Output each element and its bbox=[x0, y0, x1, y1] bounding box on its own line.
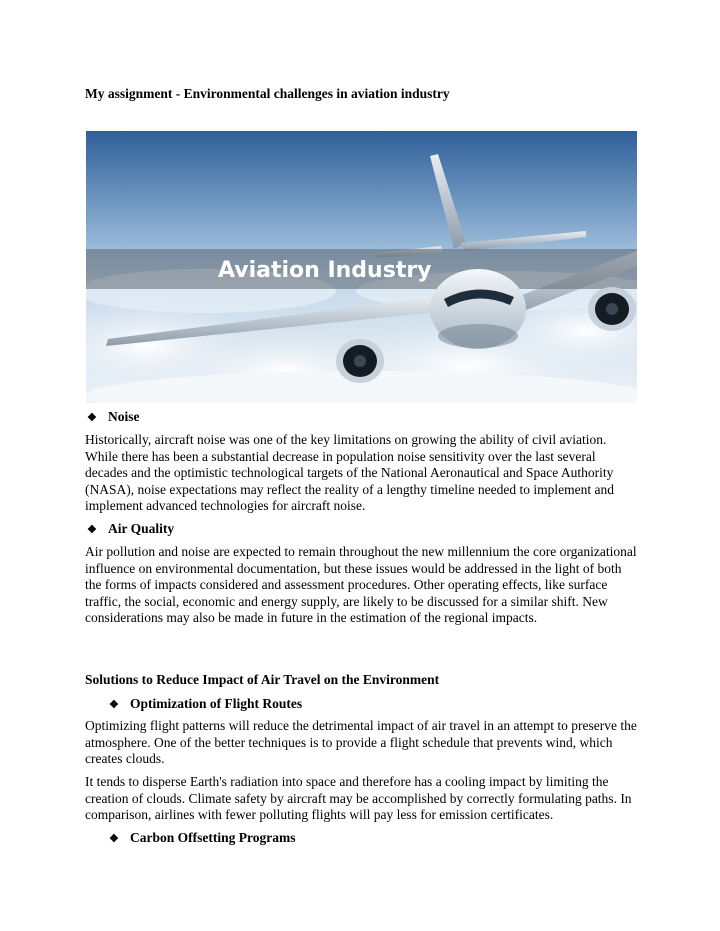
optimization-paragraph-2: It tends to disperse Earth's radiation into space and therefore has a cooling impact by limiting the creation of clouds. Climate safety by aircraft may be accomplished by correctly formulating paths. In comparison, airlines with fewer polluting flights will pay less for emission certificates. bbox=[85, 774, 632, 822]
carbon-heading bbox=[109, 830, 295, 846]
air-quality-heading bbox=[87, 521, 174, 537]
noise-paragraph: Historically, aircraft noise was one of the key limitations on growing the ability of civil aviation. While there has been a substantial decrease in population noise sensitivity over the last several decades and the optimistic technological targets of the National Aeronautical and Space Authority (NASA), noise expectations may reflect the reality of a lengthy timeline needed to implement and implement advanced technologies for aircraft noise. bbox=[85, 432, 614, 513]
air-quality-heading-text: Air Quality bbox=[108, 521, 175, 536]
banner-caption: Aviation Industry bbox=[218, 258, 432, 283]
noise-heading-text: Noise bbox=[108, 409, 140, 424]
noise-heading bbox=[87, 409, 140, 425]
air-quality-paragraph: Air pollution and noise are expected to remain throughout the new millennium the core organizational influence on environmental documentation, but these issues would be addressed in the light of both the forms of impacts considered and assessment procedures. Other operating effects, like surface traffic, the social, economic and energy supply, are likely to be discussed for a similar shift. New considerations may also be made in future in the estimation of the regional impacts. bbox=[85, 544, 637, 625]
optimization-paragraph-1: Optimizing flight patterns will reduce the detrimental impact of air travel in an attempt to preserve the atmosphere. One of the better techniques is to provide a flight schedule that prevents wind, which creates clouds. bbox=[85, 718, 637, 766]
bullet-icon: ❖ bbox=[109, 832, 119, 845]
optimization-heading bbox=[109, 696, 302, 712]
solutions-heading: Solutions to Reduce Impact of Air Travel on the Environment bbox=[85, 672, 440, 687]
bullet-icon: ❖ bbox=[109, 698, 119, 711]
hero-image bbox=[86, 131, 637, 403]
left-engine bbox=[336, 339, 384, 383]
right-engine bbox=[588, 287, 636, 331]
document-title: My assignment - Environmental challenges in aviation industry bbox=[85, 86, 450, 101]
airplane-illustration bbox=[86, 131, 637, 403]
optimization-heading-text: Optimization of Flight Routes bbox=[130, 696, 303, 711]
bullet-icon: ❖ bbox=[87, 411, 97, 424]
carbon-heading-text: Carbon Offsetting Programs bbox=[130, 830, 296, 845]
bullet-icon: ❖ bbox=[87, 523, 97, 536]
